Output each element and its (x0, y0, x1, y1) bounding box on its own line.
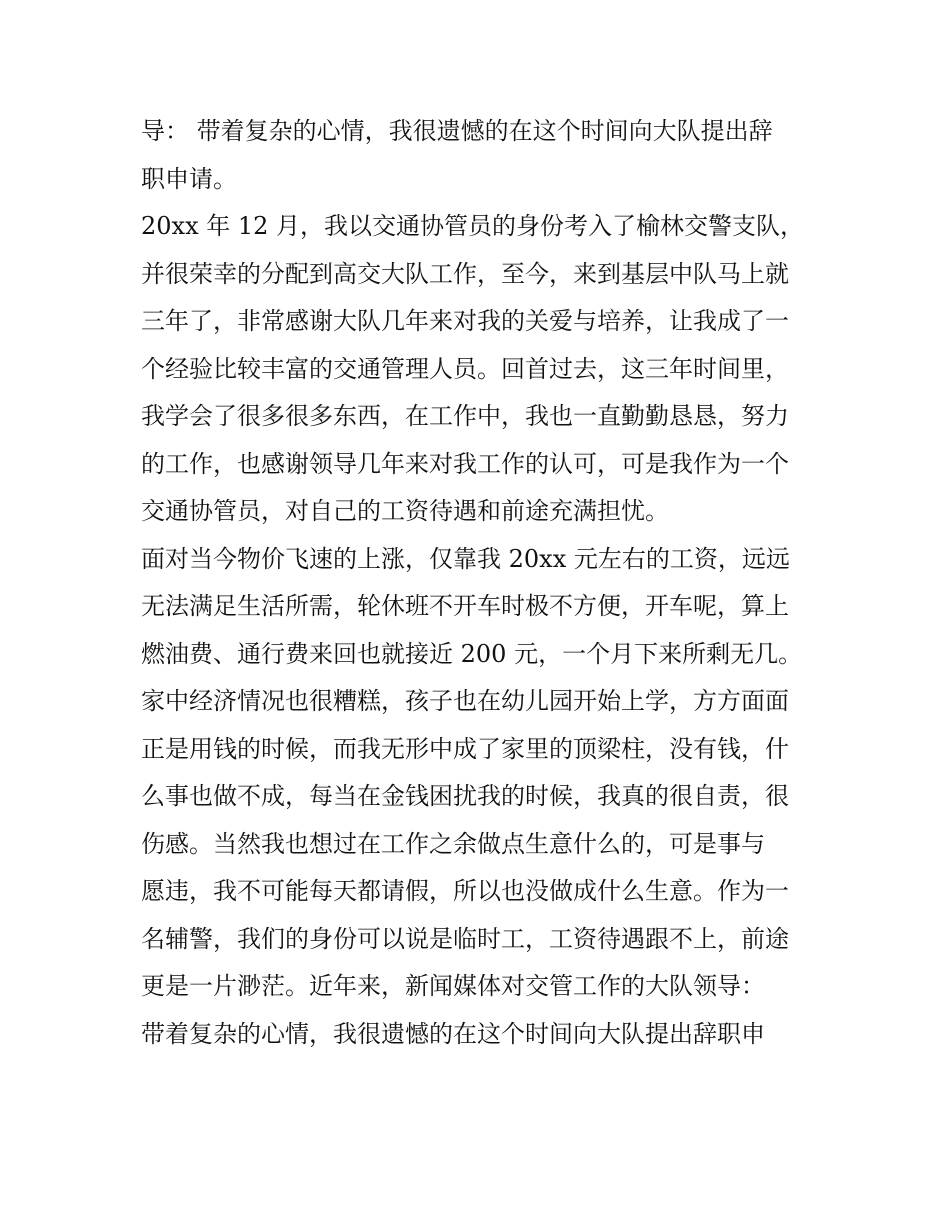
text-line-3: 20xx 年 12 月，我以交通协管员的身份考入了榆林交警支队， (141, 212, 805, 240)
text-line-7: 我学会了很多很多东西，在工作中，我也一直勤勤恳恳，努力 (141, 402, 789, 430)
text-line-17: 愿违，我不可能每天都请假，所以也没做成什么生意。作为一 (141, 877, 789, 905)
text-line-1: 导： 带着复杂的心情，我很遗憾的在这个时间向大队提出辞 (141, 117, 773, 145)
text-line-11: 无法满足生活所需，轮休班不开车时极不方便，开车呢，算上 (141, 592, 789, 620)
text-line-12: 燃油费、通行费来回也就接近 200 元，一个月下来所剩无几。 (141, 639, 803, 668)
text-line-18: 名辅警，我们的身份可以说是临时工，工资待遇跟不上，前途 (141, 924, 789, 953)
text-line-8: 的工作，也感谢领导几年来对我工作的认可，可是我作为一个 (141, 449, 789, 478)
text-line-19: 更是一片渺茫。近年来，新闻媒体对交管工作的大队领导： (141, 972, 765, 1000)
text-line-5: 三年了，非常感谢大队几年来对我的关爱与培养，让我成了一 (141, 307, 789, 335)
text-line-14: 正是用钱的时候，而我无形中成了家里的顶梁柱，没有钱，什 (141, 734, 789, 763)
text-line-20: 带着复杂的心情，我很遗憾的在这个时间向大队提出辞职申 (141, 1019, 765, 1048)
text-line-13: 家中经济情况也很糟糕，孩子也在幼儿园开始上学，方方面面 (141, 687, 789, 715)
document-body (141, 108, 821, 1058)
text-line-2: 职申请。 (141, 164, 237, 193)
text-line-10: 面对当今物价飞速的上涨，仅靠我 20xx 元左右的工资，远远 (141, 544, 790, 573)
text-line-6: 个经验比较丰富的交通管理人员。回首过去，这三年时间里， (141, 354, 789, 383)
text-line-9: 交通协管员，对自己的工资待遇和前途充满担忧。 (141, 497, 669, 525)
text-line-15: 么事也做不成，每当在金钱困扰我的时候，我真的很自责，很 (141, 782, 789, 810)
text-line-16: 伤感。当然我也想过在工作之余做点生意什么的，可是事与 (141, 829, 765, 858)
text-line-4: 并很荣幸的分配到高交大队工作，至今，来到基层中队马上就 (141, 259, 789, 288)
